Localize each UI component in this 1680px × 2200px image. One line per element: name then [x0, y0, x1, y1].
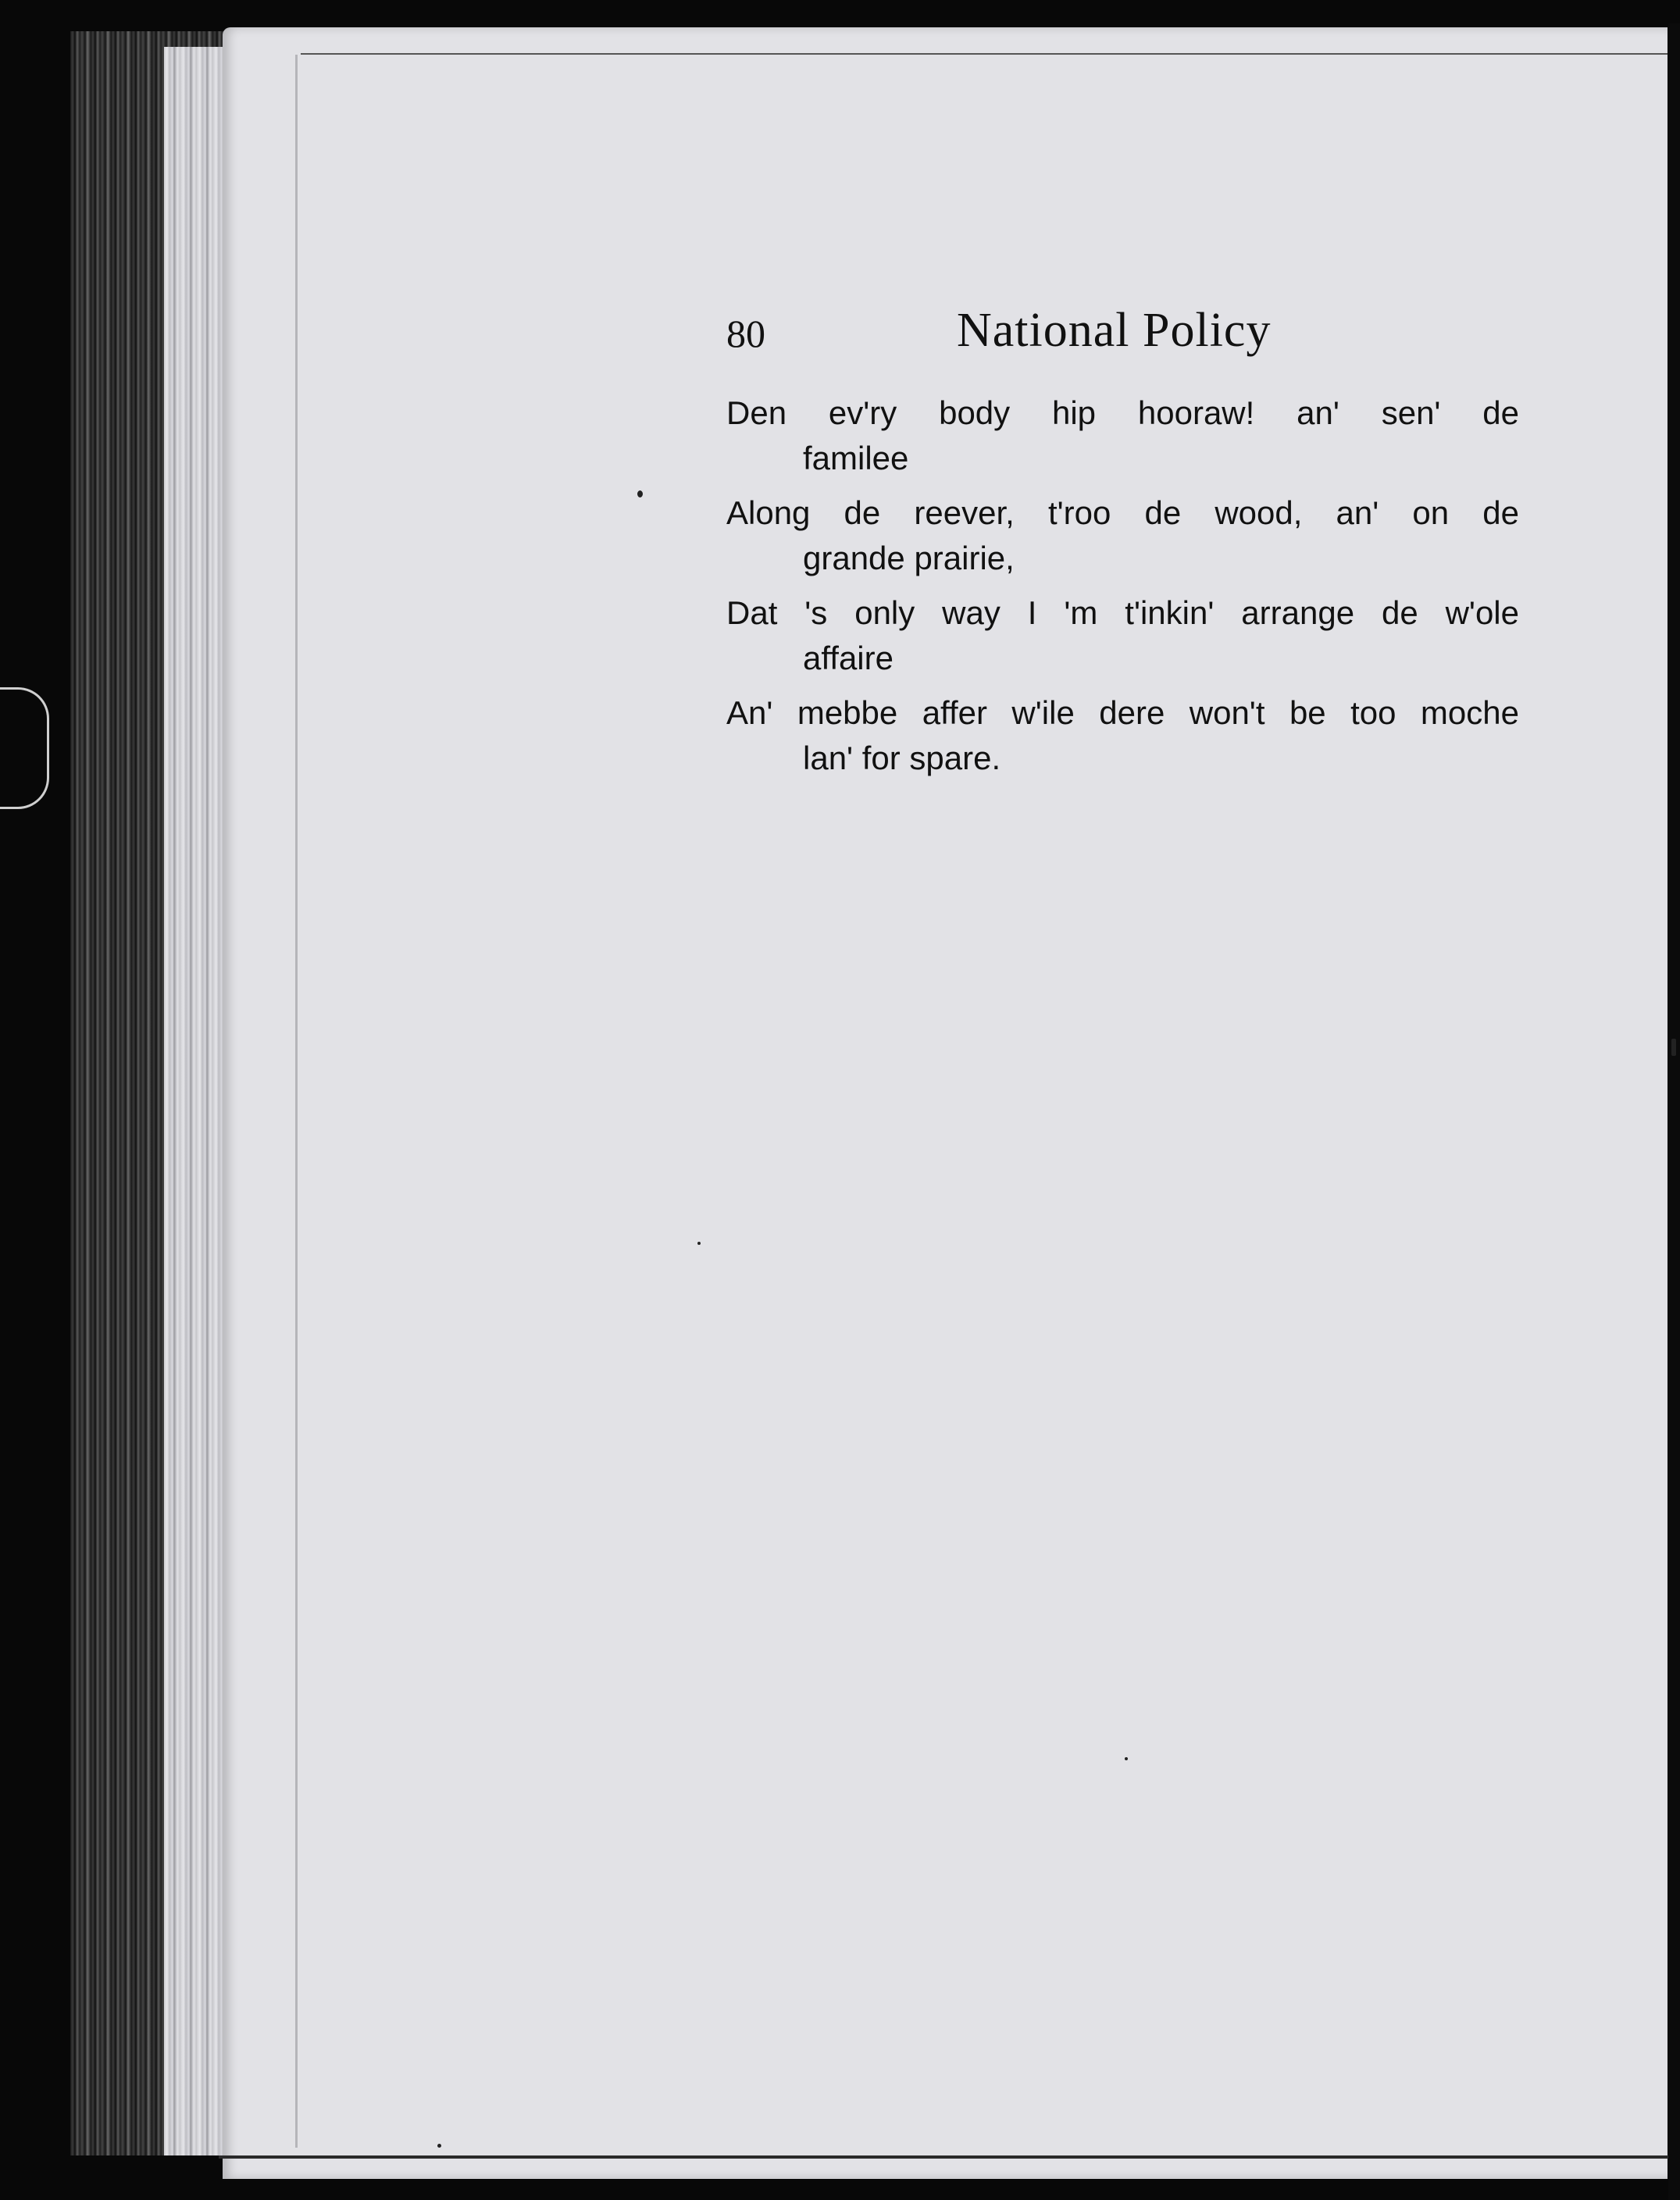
verse-line: An' mebbe affer w'ile dere won't be too moche: [726, 694, 1519, 731]
scan-right-border: [1668, 23, 1680, 2200]
page-bottom-edge: [219, 2155, 1671, 2159]
scanner-clip: [0, 687, 49, 809]
page-gutter-edge: [295, 55, 298, 2148]
page-number: 80: [726, 312, 765, 355]
verse: [726, 690, 1519, 781]
verse-turnover: grande prairie,: [803, 540, 1015, 576]
scan-speck: [437, 2144, 441, 2148]
verse: [726, 590, 1519, 681]
verse-turnover: affaire: [803, 640, 894, 676]
verse-turnover: familee: [803, 440, 909, 476]
scan-speck: [1671, 1039, 1676, 1056]
scan-speck: [637, 490, 643, 497]
page-top-edge: [301, 53, 1668, 55]
poem-stanza: [726, 390, 1519, 790]
verse: [726, 490, 1519, 581]
verse-turnover: lan' for spare.: [803, 740, 1001, 776]
running-title: National Policy: [957, 304, 1272, 357]
running-head: [726, 303, 1523, 365]
verse-line: Dat 's only way I 'm t'inkin' arrange de w'ole: [726, 594, 1519, 631]
verse-line: Along de reever, t'roo de wood, an' on de: [726, 494, 1519, 531]
verse: [726, 390, 1519, 481]
scan-speck: [697, 1242, 701, 1245]
verse-line: Den ev'ry body hip hooraw! an' sen' de: [726, 394, 1519, 431]
scan-speck: [1125, 1757, 1128, 1760]
